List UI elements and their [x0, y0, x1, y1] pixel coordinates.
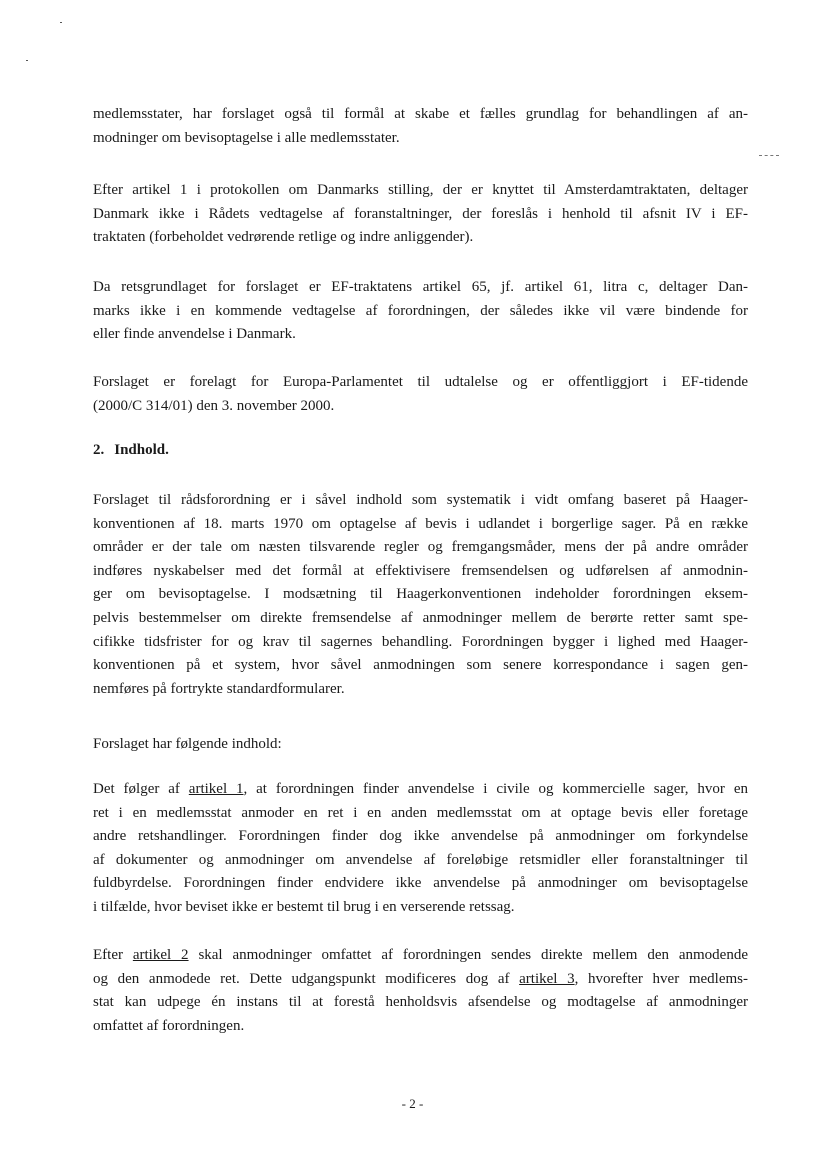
text-line: traktaten (forbeholdet vedrørende retlige og indre anliggender). — [93, 229, 474, 246]
text-run: , hvorefter hver medlems- — [574, 970, 748, 987]
text-line: ret i en medlemsstat anmoder en ret i en anden medlemsstat om at optage bevis eller foretage — [93, 804, 748, 821]
text-line: Forslaget er forelagt for Europa-Parlamentet til udtalelse og er offentliggjort i EF-tidende — [93, 374, 748, 390]
text-line: (2000/C 314/01) den 3. november 2000. — [93, 397, 335, 414]
text-line — [93, 778, 748, 802]
text-line: stat kan udpege én instans til at forestå henholdsvis afsendelse og modtagelse af anmodninger — [93, 994, 748, 1011]
text-line: konventionen af 18. marts 1970 om optagelse af bevis i udlandet i borgerlige sager. På en række — [93, 515, 748, 532]
text-line: områder er der tale om næsten tilsvarende regler og fremgangsmåder, mens der på andre områder — [93, 539, 748, 556]
text-line: indføres nyskabelser med det formål at effektivisere fremsendelsen og udførelsen af anmodnin- — [93, 562, 748, 579]
paragraph-5 — [93, 489, 748, 701]
text-line: af dokumenter og anmodninger om anvendelse af foreløbige retsmidler eller foranstaltninger til — [93, 851, 748, 868]
text-line: andre retshandlinger. Forordningen finder dog ikke anvendelse på anmodninger om forkyndelse — [93, 828, 748, 845]
text-line: Forslaget til rådsforordning er i såvel indhold som systematik i vidt omfang baseret på Haager- — [93, 492, 748, 508]
section-title: Indhold. — [114, 442, 169, 458]
text-line: ger om bevisoptagelse. I modsætning til Haagerkonventionen indeholder forordningen eksem- — [93, 586, 748, 603]
text-line: i tilfælde, hvor beviset ikke er bestemt til brug i en verserende retssag. — [93, 898, 515, 915]
article-reference: artikel 3 — [519, 970, 575, 987]
text-line: Forslaget har følgende indhold: — [93, 736, 282, 752]
page-number: - 2 - — [401, 1096, 424, 1111]
text-line: Danmark ikke i Rådets vedtagelse af foranstaltninger, der foreslås i henhold til afsnit IV i EF- — [93, 205, 748, 222]
text-line: fuldbyrdelse. Forordningen finder endvidere ikke anvendelse på anmodninger om bevisoptagelse — [93, 875, 748, 892]
text-line — [93, 944, 748, 968]
text-line: medlemsstater, har forslaget også til formål at skabe et fælles grundlag for behandlingen af an- — [93, 106, 748, 122]
text-line — [93, 968, 748, 992]
paragraph-7 — [93, 778, 748, 920]
scan-speck — [26, 60, 28, 61]
text-run: , at forordningen finder anvendelse i civile og kommercielle sager, hvor en — [243, 781, 748, 797]
paragraph-6 — [93, 733, 748, 757]
paragraph-8 — [93, 944, 748, 1038]
section-number: 2. — [93, 442, 105, 458]
text-line: eller finde anvendelse i Danmark. — [93, 326, 296, 343]
text-line: cifikke tidsfrister for og krav til sagernes behandling. Forordningen bygger i lighed med Haager- — [93, 633, 748, 650]
text-line: Da retsgrundlaget for forslaget er EF-traktatens artikel 65, jf. artikel 61, litra c, deltager Dan- — [93, 279, 748, 295]
text-line: konventionen på et system, hvor såvel anmodningen som senere korrespondance i sagen gen- — [93, 657, 748, 674]
text-run: Det følger af — [93, 781, 189, 797]
text-run: skal anmodninger omfattet af forordningen sendes direkte mellem den anmodende — [188, 947, 748, 963]
paragraph-1 — [93, 103, 748, 150]
text-run: og den anmodede ret. Dette udgangspunkt modificeres dog af — [93, 970, 520, 987]
paragraph-2 — [93, 179, 748, 250]
scan-mark — [759, 155, 779, 157]
text-line: nemføres på fortrykte standardformularer. — [93, 680, 345, 697]
text-run: Efter — [93, 947, 133, 963]
section-heading — [93, 442, 169, 459]
text-line: marks ikke i en kommende vedtagelse af forordningen, der således ikke vil være bindende for — [93, 302, 748, 319]
paragraph-4 — [93, 371, 748, 418]
text-line: modninger om bevisoptagelse i alle medlemsstater. — [93, 129, 400, 146]
scan-speck — [60, 22, 62, 23]
text-line: omfattet af forordningen. — [93, 1017, 245, 1034]
article-reference: artikel 2 — [132, 947, 189, 963]
text-line: Efter artikel 1 i protokollen om Danmarks stilling, der er knyttet til Amsterdamtraktaten, deltager — [93, 182, 748, 198]
text-line: pelvis bestemmelser om direkte fremsendelse af anmodninger mellem de berørte retter samt spe- — [93, 609, 748, 626]
article-reference: artikel 1 — [188, 781, 244, 797]
paragraph-3 — [93, 276, 748, 347]
